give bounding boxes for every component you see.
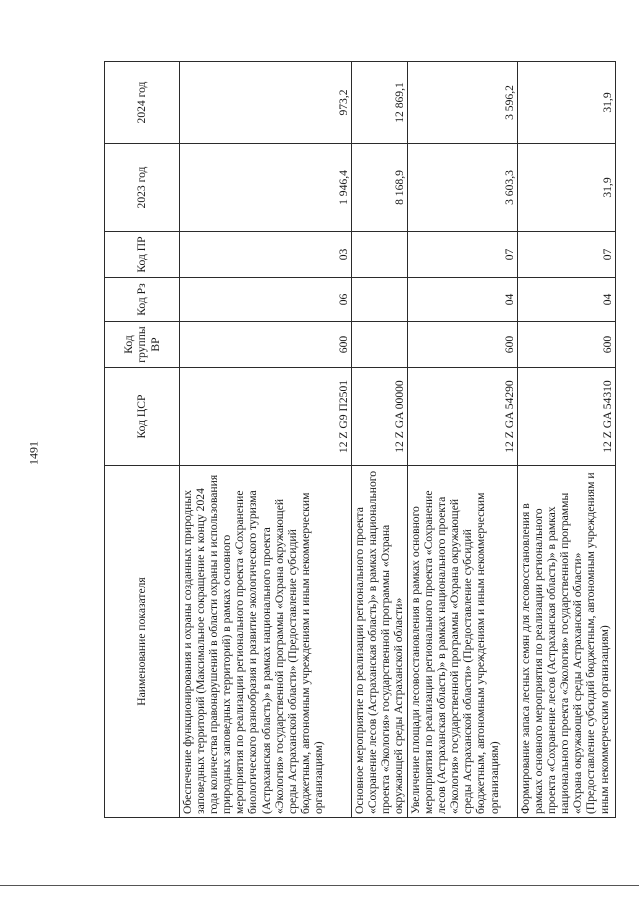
row-2024: 973,2 <box>180 62 352 144</box>
row-rz <box>352 278 408 322</box>
header-name: Наименование показателя <box>105 466 180 818</box>
table-row <box>408 62 518 818</box>
row-vr: 600 <box>408 322 518 368</box>
row-pr <box>352 232 408 278</box>
row-rz: 04 <box>518 278 616 322</box>
row-name: Основное мероприятие по реализации регионального проекта «Сохранение лесов (Астраханская область)» в рамках национального проекта «Экология» государственной программы «Охрана окружающей среды Астраханской области» <box>352 466 408 818</box>
row-2023: 1 946,4 <box>180 144 352 232</box>
row-vr <box>352 322 408 368</box>
row-pr: 03 <box>180 232 352 278</box>
table-row <box>180 62 352 818</box>
header-2024: 2024 год <box>105 62 180 144</box>
row-name: Увеличение площади лесовосстановления в рамках основного мероприятия по реализации регионального проекта «Сохранение лесов (Астраханская область)» в рамках национального проекта «Экология» государственной программы «Охрана окружающей среды Астраханской области» (Предоставление субсидий бюджетным, автономным учреждениям и иным некоммерческим организациям) <box>408 466 518 818</box>
header-rz: Код Рз <box>105 278 180 322</box>
row-vr: 600 <box>180 322 352 368</box>
row-rz: 06 <box>180 278 352 322</box>
row-2024: 31,9 <box>518 62 616 144</box>
header-pr: Код ПР <box>105 232 180 278</box>
rotated-table-container <box>104 62 614 818</box>
row-csr: 12 Z G9 П2501 <box>180 368 352 466</box>
table-row <box>518 62 616 818</box>
row-csr: 12 Z GA 54310 <box>518 368 616 466</box>
row-2024: 12 869,1 <box>352 62 408 144</box>
row-2024: 3 596,2 <box>408 62 518 144</box>
row-name: Обеспечение функционирования и охраны созданных природных заповедных территорий (Максимальное сокращение к концу 2024 года количества правонарушений в области охраны и использования природных заповедных территорий) в рамках основного мероприятия по реализации регионального проекта «Сохранение биологического разнообразия и развитие экологического туризма (Астраханская область)» в рамках национального проекта «Экология» государственной программы «Охрана окружающей среды Астраханской области» (Предоставление субсидий бюджетным, автономным учреждениям и иным некоммерческим организациям) <box>180 466 352 818</box>
row-name: Формирование запаса лесных семян для лесовосстановления в рамках основного мероприятия по реализации регионального проекта «Сохранение лесов (Астраханская область)» в рамках национального проекта «Экология» государственной программы «Охрана окружающей среды Астраханской области» (Предоставление субсидий бюджетным, автономным учреждениям и иным некоммерческим организациям) <box>518 466 616 818</box>
page-number: 1491 <box>26 441 41 465</box>
header-2023: 2023 год <box>105 144 180 232</box>
row-csr: 12 Z GA 00000 <box>352 368 408 466</box>
header-csr: Код ЦСР <box>105 368 180 466</box>
row-pr: 07 <box>518 232 616 278</box>
row-csr: 12 Z GA 54290 <box>408 368 518 466</box>
header-vr: Код группы ВР <box>105 322 180 368</box>
table-row <box>352 62 408 818</box>
row-2023: 31,9 <box>518 144 616 232</box>
table-header-row <box>105 62 180 818</box>
row-pr: 07 <box>408 232 518 278</box>
row-rz: 04 <box>408 278 518 322</box>
row-2023: 3 603,3 <box>408 144 518 232</box>
budget-table <box>104 61 616 818</box>
row-vr: 600 <box>518 322 616 368</box>
row-2023: 8 168,9 <box>352 144 408 232</box>
page-bottom-rule <box>0 885 639 886</box>
